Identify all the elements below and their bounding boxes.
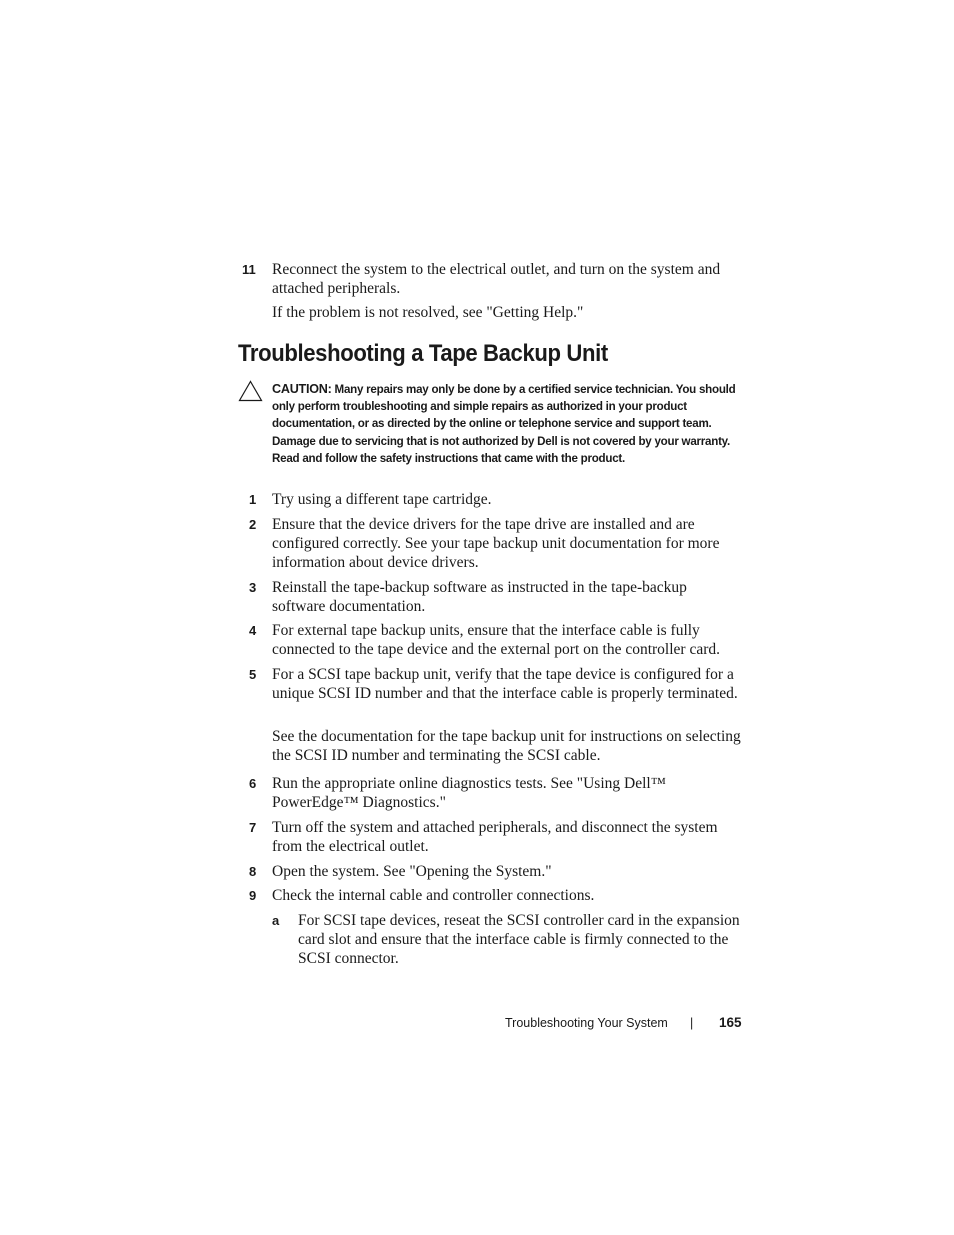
step-number: 2 — [249, 517, 257, 532]
step-note: See the documentation for the tape backup unit for instructions on selecting the SCSI ID number and terminating the SCSI cable. — [272, 728, 741, 764]
step-number: 6 — [249, 776, 257, 791]
step-text: Turn off the system and attached peripherals, and disconnect the system from the electrical outlet. — [272, 819, 718, 855]
step-number: 11 — [242, 262, 256, 277]
step-number: 3 — [249, 580, 257, 595]
section-heading: Troubleshooting a Tape Backup Unit — [238, 340, 608, 367]
substep-letter: a — [272, 913, 280, 928]
step-number: 9 — [249, 888, 257, 903]
caution-text: Many repairs may only be done by a certified service technician. You should only perform troubleshooting and simple repairs as authorized in your product documentation, or as directed by the online or telephone service and support team. Damage due to servicing that is not authorized by Dell is not covered by your warranty. Read and follow the safety instructions that came with the product. — [272, 383, 736, 465]
step-text: Ensure that the device drivers for the tape drive are installed and are configured correctly. See your tape backup unit documentation for more information about device drivers. — [272, 516, 720, 571]
step-text: Reconnect the system to the electrical outlet, and turn on the system and attached peripherals. — [272, 261, 721, 297]
footer-section-title: Troubleshooting Your System — [505, 1016, 668, 1030]
substep-text: For SCSI tape devices, reseat the SCSI controller card in the expansion card slot and ensure that the interface cable is firmly connected to the SCSI connector. — [298, 912, 740, 967]
step-number: 4 — [249, 623, 257, 638]
step-text: Open the system. See "Opening the System." — [272, 863, 552, 880]
step-number: 8 — [249, 864, 257, 879]
step-text: For external tape backup units, ensure that the interface cable is fully connected to the tape device and the external port on the controller card. — [272, 622, 721, 658]
step-text: Run the appropriate online diagnostics tests. See "Using Dell™ PowerEdge™ Diagnostics." — [272, 775, 666, 811]
step-note: If the problem is not resolved, see "Getting Help." — [272, 304, 584, 321]
step-text: Try using a different tape cartridge. — [272, 491, 492, 508]
step-text: For a SCSI tape backup unit, verify that the tape device is configured for a unique SCSI ID number and that the interface cable is properly terminated. — [272, 666, 738, 702]
step-number: 1 — [249, 492, 257, 507]
page-number: 165 — [719, 1015, 742, 1030]
step-number: 5 — [249, 667, 257, 682]
step-number: 7 — [249, 820, 257, 835]
caution-label: CAUTION: — [272, 382, 332, 396]
step-text: Check the internal cable and controller connections. — [272, 887, 595, 904]
caution-notice — [272, 381, 748, 467]
step-text: Reinstall the tape-backup software as instructed in the tape-backup software documentation. — [272, 579, 687, 615]
caution-triangle-icon — [238, 380, 263, 402]
footer-separator: | — [690, 1016, 694, 1030]
